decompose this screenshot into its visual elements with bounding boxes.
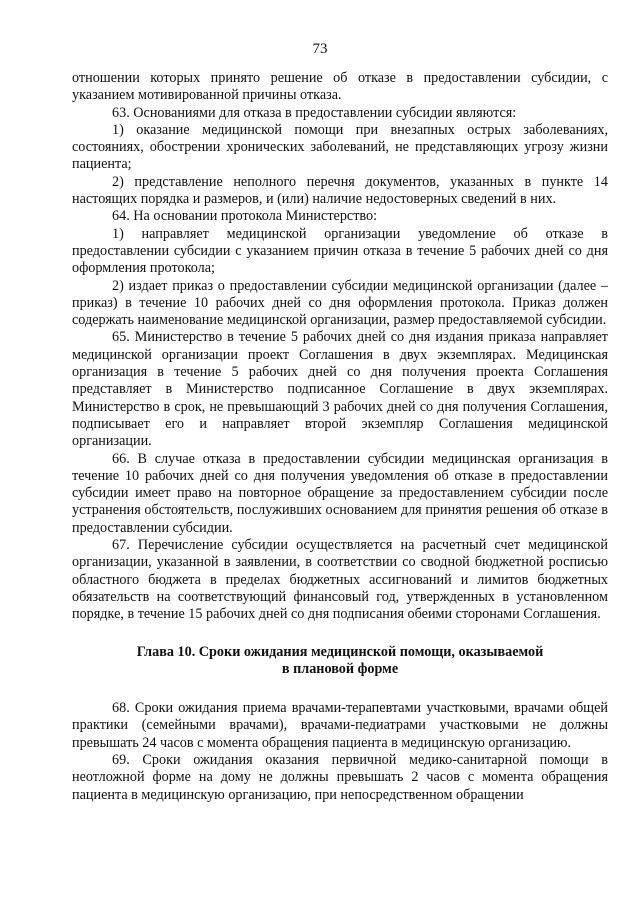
paragraph: 1) оказание медицинской помощи при внезапных острых заболеваниях, состояниях, обострении хронических заболеваний, не представляющих угрозу жизни пациента; bbox=[72, 121, 608, 173]
paragraph: 69. Сроки ожидания оказания первичной медико-санитарной помощи в неотложной форме на дому не должны превышать 2 часов с момента обращения пациента в медицинскую организацию, при непосредственном обращении bbox=[72, 751, 608, 803]
paragraph: 64. На основании протокола Министерство: bbox=[112, 208, 378, 225]
paragraph: 68. Сроки ожидания приема врачами-терапевтами участковыми, врачами общей практики (семейными врачами), врачами-педиатрами участковыми не должны превышать 24 часов с момента обращения пациента в медицинскую организацию. bbox=[72, 700, 608, 751]
document-body bbox=[72, 70, 608, 804]
paragraph: 2) издает приказ о предоставлении субсидии медицинской организации (далее – приказ) в течение 10 рабочих дней со дня оформления протокола. Приказ должен содержать наименование медицинской организации, размер предоставляемой субсидии. bbox=[72, 277, 608, 329]
paragraph: отношении которых принято решение об отказе в предоставлении субсидии, с указанием мотивированной причины отказа. bbox=[72, 70, 608, 104]
chapter-heading bbox=[72, 644, 608, 679]
chapter-heading-line-2: в плановой форме bbox=[281, 660, 399, 677]
paragraph: 65. Министерство в течение 5 рабочих дней со дня издания приказа направляет медицинской организации проект Соглашения в двух экземплярах. Медицинская организация в течение 5 рабочих дней со дня получения проекта Соглашения представляет в Министерство подписанное Соглашение в двух экземплярах. Министерство в срок, не превышающий 3 рабочих дней со дня получения Соглашения, подписывает его и направляет второй экземпляр Соглашения медицинской организации. bbox=[72, 329, 608, 450]
paragraphs-before-heading bbox=[72, 70, 608, 624]
paragraph: 1) направляет медицинской организации уведомление об отказе в предоставлении субсидии с указанием причин отказа в течение 5 рабочих дней со дня оформления протокола; bbox=[72, 225, 608, 277]
chapter-heading-line-1: Глава 10. Сроки ожидания медицинской помощи, оказываемой bbox=[136, 643, 544, 660]
paragraph: 2) представление неполного перечня документов, указанных в пункте 14 настоящих порядка и размеров, и (или) наличие недостоверных сведений в них. bbox=[72, 173, 608, 208]
paragraphs-after-heading bbox=[72, 700, 608, 804]
paragraph: 63. Основаниями для отказа в предоставлении субсидии являются: bbox=[112, 104, 517, 121]
paragraph: 67. Перечисление субсидии осуществляется на расчетный счет медицинской организации, указанной в заявлении, в соответствии со сводной бюджетной росписью областного бюджета в пределах бюджетных ассигнований и лимитов бюджетных обязательств на соответствующий финансовый год, утвержденных в установленном порядке, в течение 15 рабочих дней со дня подписания обеими сторонами Соглашения. bbox=[72, 537, 608, 623]
paragraph: 66. В случае отказа в предоставлении субсидии медицинская организация в течение 10 рабочих дней со дня получения уведомления об отказе в предоставлении субсидии имеет право на повторное обращение за предоставлением субсидии после устранения обстоятельств, послуживших основанием для принятия решения об отказе в предоставлении субсидии. bbox=[72, 450, 608, 536]
page-number: 73 bbox=[312, 41, 328, 57]
